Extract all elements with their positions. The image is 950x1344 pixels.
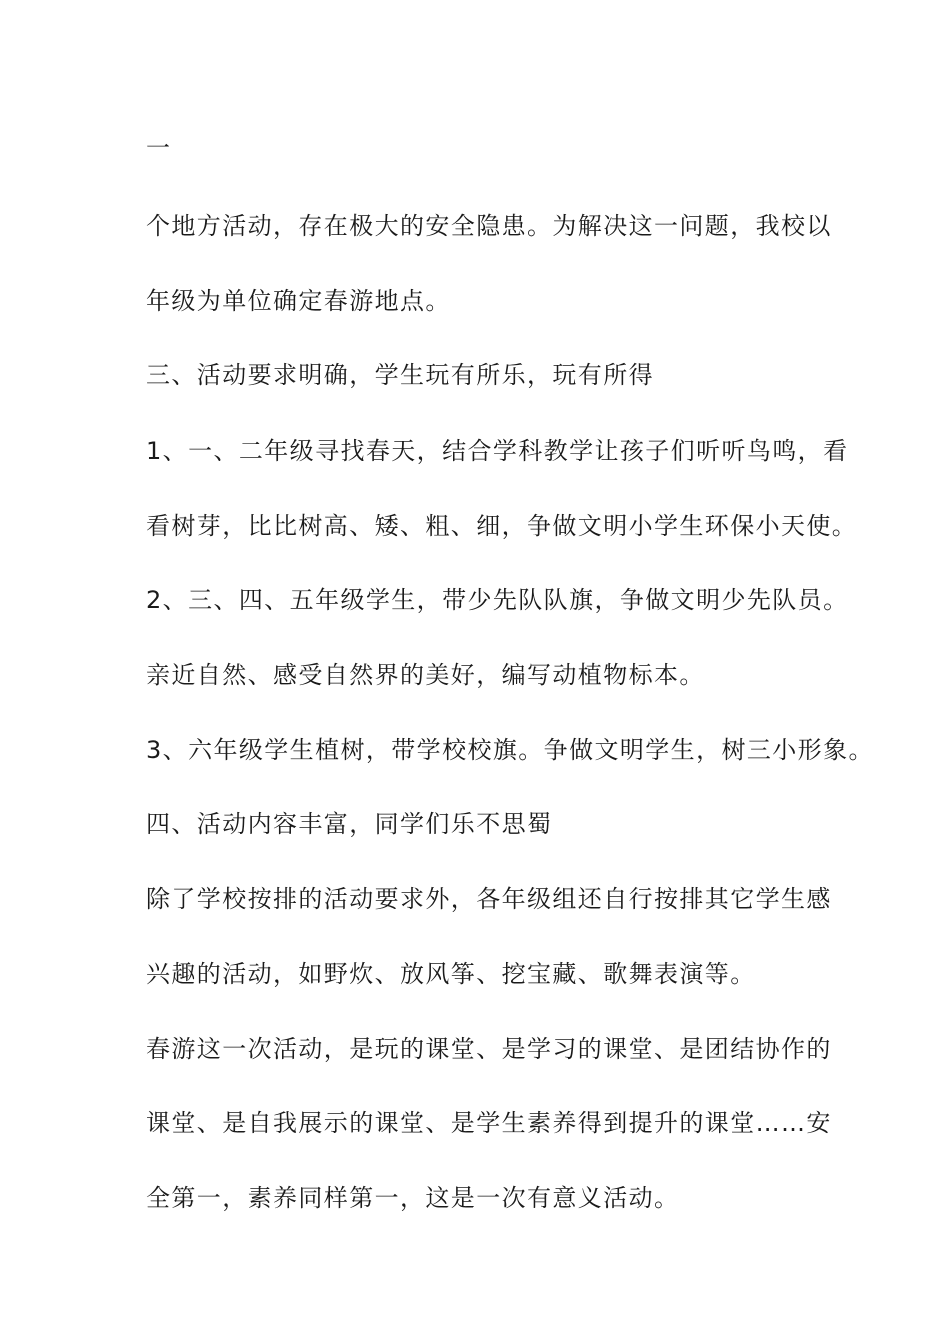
text-line: 亲近自然、感受自然界的美好，编写动植物标本。 <box>146 661 705 689</box>
text-line: 年级为单位确定春游地点。 <box>146 287 451 315</box>
text-line: 个地方活动，存在极大的安全隐患。为解决这一问题，我校以 <box>146 212 832 240</box>
text-line: 兴趣的活动，如野炊、放风筝、挖宝藏、歌舞表演等。 <box>146 960 756 988</box>
text-line: 全第一，素养同样第一，这是一次有意义活动。 <box>146 1184 680 1212</box>
text-line: 看树芽，比比树高、矮、粗、细，争做文明小学生环保小天使。 <box>146 512 858 540</box>
text-line: 2、三、四、五年级学生，带少先队队旗，争做文明少先队员。 <box>146 586 849 614</box>
text-line: 除了学校按排的活动要求外，各年级组还自行按排其它学生感 <box>146 885 832 913</box>
text-line: 春游这一次活动，是玩的课堂、是学习的课堂、是团结协作的 <box>146 1035 832 1063</box>
section-heading-3: 三、活动要求明确，学生玩有所乐，玩有所得 <box>146 361 654 389</box>
text-line: 3、六年级学生植树，带学校校旗。争做文明学生，树三小形象。 <box>146 736 874 764</box>
section-heading-4: 四、活动内容丰富，同学们乐不思蜀 <box>146 810 553 838</box>
text-line: 1、一、二年级寻找春天，结合学科教学让孩子们听听鸟鸣，看 <box>146 437 849 465</box>
text-line: 课堂、是自我展示的课堂、是学生素养得到提升的课堂……安 <box>146 1109 832 1137</box>
text-line: 一 <box>146 134 172 162</box>
